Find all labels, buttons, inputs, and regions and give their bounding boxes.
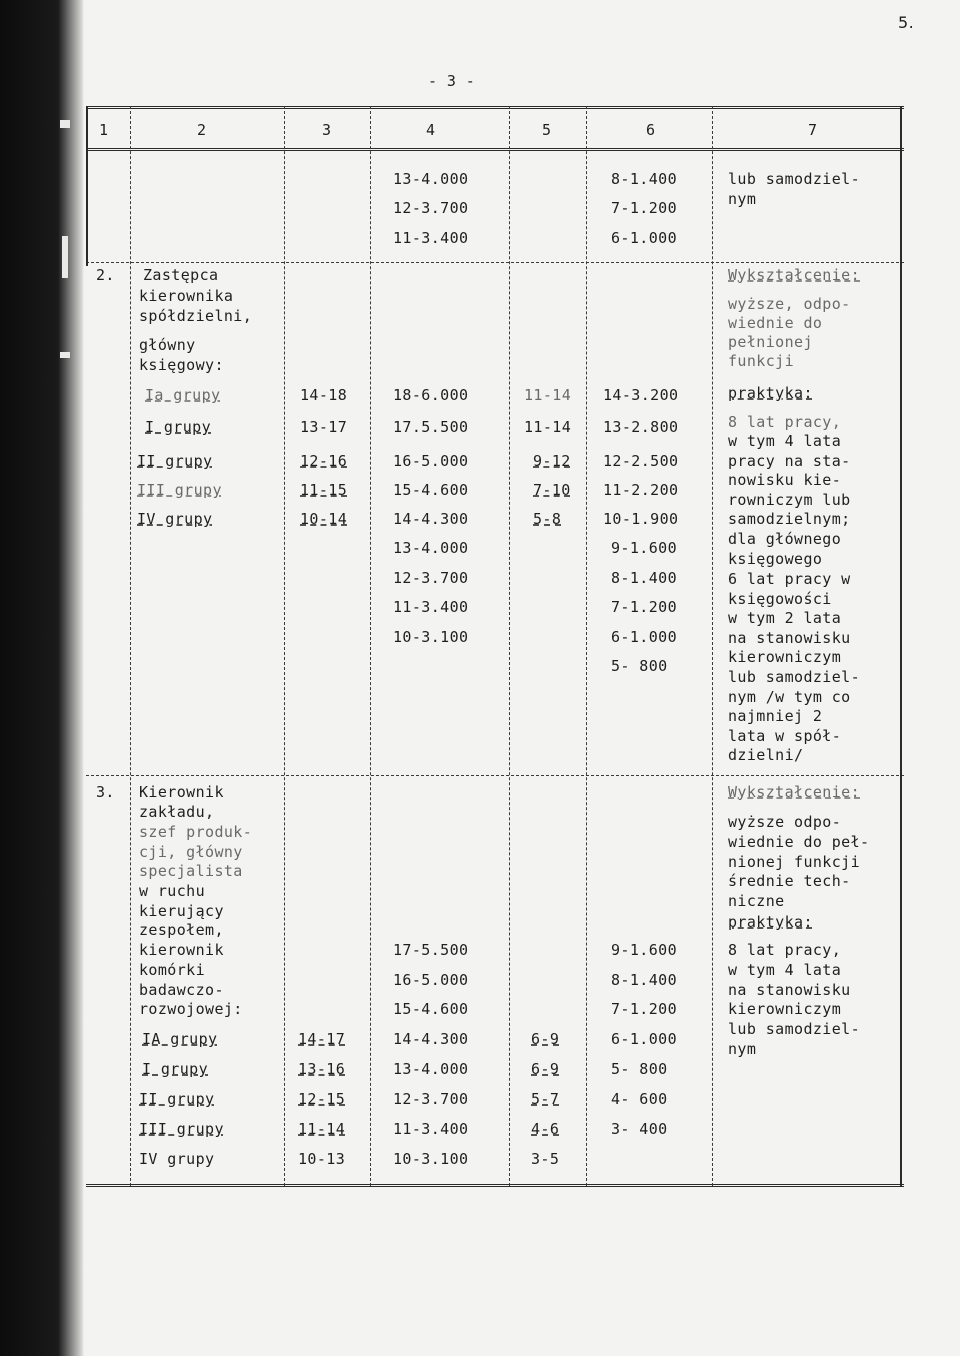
- position-title-line: kierujący: [139, 902, 224, 920]
- salary-value: 11-3.400: [393, 598, 469, 616]
- position-title-line: zakładu,: [139, 803, 215, 821]
- table-top-rule: [86, 106, 904, 109]
- column-header-7: 7: [808, 121, 818, 139]
- position-title-line: zespołem,: [139, 921, 224, 939]
- requirements-line: nym /w tym co: [728, 688, 851, 706]
- requirements-line: 8 lat pracy,: [728, 941, 842, 959]
- column-header-1: 1: [99, 121, 109, 139]
- group-label: IV grupy: [137, 510, 213, 528]
- requirements-line: w tym 2 lata: [728, 609, 842, 627]
- binding-mark: [62, 236, 68, 278]
- allowance-value: 12-2.500: [603, 452, 679, 470]
- category-range: 11-15: [300, 481, 348, 499]
- allowance-value: 5- 800: [611, 657, 668, 675]
- position-title-line: w ruchu: [139, 882, 206, 900]
- allowance-value: 6-1.000: [611, 628, 678, 646]
- salary-value: 16-5.000: [393, 971, 469, 989]
- allowance-value: 10-1.900: [603, 510, 679, 528]
- category-range: 14-17: [298, 1030, 346, 1048]
- position-title-line: główny: [139, 336, 196, 354]
- requirements-line: wiednie do peł-: [728, 833, 870, 851]
- salary-value: 13-4.000: [393, 1060, 469, 1078]
- header-rule: [86, 148, 904, 151]
- salary-value: 14-4.300: [393, 1030, 469, 1048]
- requirements-heading: Wykształcenie:: [728, 266, 861, 284]
- group-label: IA grupy: [142, 1030, 218, 1048]
- salary-value: 12-3.700: [393, 199, 469, 217]
- requirements-line: księgowego: [728, 550, 823, 568]
- salary-value: 17.5.500: [393, 418, 469, 436]
- column-rule: [284, 106, 285, 1186]
- column-header-4: 4: [426, 121, 436, 139]
- column-rule: [900, 106, 902, 1186]
- rate-range: 5-7: [531, 1090, 560, 1108]
- column-header-3: 3: [322, 121, 332, 139]
- position-title-line: Zastępca: [143, 266, 219, 284]
- position-title-line: rozwojowej:: [139, 1000, 243, 1018]
- allowance-value: 14-3.200: [603, 386, 679, 404]
- requirements-line: pracy na sta-: [728, 452, 851, 470]
- section-rule: [86, 775, 904, 776]
- position-title-line: kierownik: [139, 941, 224, 959]
- column-header-2: 2: [197, 121, 207, 139]
- requirements-line: kierowniczym: [728, 648, 842, 666]
- position-title-line: cji, główny: [139, 843, 243, 861]
- allowance-value: 3- 400: [611, 1120, 668, 1138]
- requirements-line: samodzielnym;: [728, 510, 851, 528]
- category-range: 14-18: [300, 386, 348, 404]
- group-label: IV grupy: [139, 1150, 215, 1168]
- requirements-line: lub samodziel-: [728, 668, 861, 686]
- requirements-line: w tym 4 lata: [728, 961, 842, 979]
- allowance-value: 8-1.400: [611, 971, 678, 989]
- category-range: 10-14: [300, 510, 348, 528]
- position-title-line: komórki: [139, 961, 206, 979]
- category-range: 12-16: [300, 452, 348, 470]
- column-header-6: 6: [646, 121, 656, 139]
- requirements-line: funkcji: [728, 352, 795, 370]
- rate-range: 5-8: [533, 510, 562, 528]
- page-number: 5.: [898, 13, 915, 32]
- salary-value: 16-5.000: [393, 452, 469, 470]
- position-title-line: szef produk-: [139, 823, 253, 841]
- binding-mark: [60, 352, 70, 358]
- position-title-line: badawczo-: [139, 981, 224, 999]
- requirements-line: lub samodziel-: [728, 170, 861, 188]
- binding-mark: [60, 120, 70, 128]
- requirements-line: nionej funkcji: [728, 853, 861, 871]
- requirements-line: niczne: [728, 892, 785, 910]
- salary-value: 11-3.400: [393, 1120, 469, 1138]
- salary-value: 17-5.500: [393, 941, 469, 959]
- allowance-value: 7-1.200: [611, 199, 678, 217]
- group-label: Ia grupy: [145, 386, 221, 404]
- category-range: 12-15: [298, 1090, 346, 1108]
- requirements-heading: praktyka:: [728, 913, 813, 931]
- position-title-line: kierownika: [139, 287, 234, 305]
- allowance-value: 6-1.000: [611, 229, 678, 247]
- requirements-line: wyższe, odpo-: [728, 295, 851, 313]
- requirements-line: w tym 4 lata: [728, 432, 842, 450]
- group-label: I grupy: [145, 418, 212, 436]
- rate-range: 3-5: [531, 1150, 560, 1168]
- table-bottom-rule: [86, 1184, 904, 1187]
- allowance-value: 7-1.200: [611, 598, 678, 616]
- sheet-number: - 3 -: [428, 72, 476, 90]
- allowance-value: 6-1.000: [611, 1030, 678, 1048]
- requirements-line: nym: [728, 1040, 757, 1058]
- category-range: 13-17: [300, 418, 348, 436]
- allowance-value: 9-1.600: [611, 539, 678, 557]
- binding-shadow: [0, 0, 84, 1356]
- column-rule: [712, 106, 713, 1186]
- group-label: II grupy: [137, 452, 213, 470]
- position-title-line: specjalista: [139, 862, 243, 880]
- salary-value: 13-4.000: [393, 539, 469, 557]
- requirements-line: wyższe odpo-: [728, 813, 842, 831]
- rate-range: 6-9: [531, 1030, 560, 1048]
- column-rule: [86, 106, 88, 266]
- requirements-line: dzielni/: [728, 746, 804, 764]
- salary-value: 10-3.100: [393, 628, 469, 646]
- requirements-line: lata w spół-: [728, 727, 842, 745]
- group-label: II grupy: [139, 1090, 215, 1108]
- salary-value: 15-4.600: [393, 1000, 469, 1018]
- position-title-line: spółdzielni,: [139, 307, 253, 325]
- requirements-line: księgowości: [728, 590, 832, 608]
- position-title-line: Kierownik: [139, 783, 224, 801]
- requirements-line: średnie tech-: [728, 872, 851, 890]
- allowance-value: 8-1.400: [611, 569, 678, 587]
- allowance-value: 9-1.600: [611, 941, 678, 959]
- allowance-value: 7-1.200: [611, 1000, 678, 1018]
- row-number: 2.: [96, 266, 115, 284]
- requirements-line: nym: [728, 190, 757, 208]
- requirements-heading: praktyka:: [728, 384, 813, 402]
- requirements-line: na stanowisku: [728, 981, 851, 999]
- requirements-line: 6 lat pracy w: [728, 570, 851, 588]
- section-rule: [86, 262, 904, 263]
- allowance-value: 8-1.400: [611, 170, 678, 188]
- allowance-value: 5- 800: [611, 1060, 668, 1078]
- rate-range: 11-14: [524, 418, 572, 436]
- row-number: 3.: [96, 783, 115, 801]
- requirements-line: dla głównego: [728, 530, 842, 548]
- column-rule: [586, 106, 587, 1186]
- column-header-5: 5: [542, 121, 552, 139]
- requirements-heading: Wykształcenie:: [728, 783, 861, 801]
- category-range: 13-16: [298, 1060, 346, 1078]
- salary-value: 13-4.000: [393, 170, 469, 188]
- rate-range: 6-9: [531, 1060, 560, 1078]
- requirements-line: kierowniczym: [728, 1000, 842, 1018]
- category-range: 11-14: [298, 1120, 346, 1138]
- category-range: 10-13: [298, 1150, 346, 1168]
- requirements-line: nowisku kie-: [728, 471, 842, 489]
- salary-value: 10-3.100: [393, 1150, 469, 1168]
- salary-value: 15-4.600: [393, 481, 469, 499]
- salary-value: 12-3.700: [393, 1090, 469, 1108]
- requirements-line: rowniczym lub: [728, 491, 851, 509]
- allowance-value: 11-2.200: [603, 481, 679, 499]
- column-rule: [370, 106, 371, 1186]
- group-label: III grupy: [137, 481, 222, 499]
- group-label: I grupy: [142, 1060, 209, 1078]
- requirements-line: na stanowisku: [728, 629, 851, 647]
- rate-range: 4-6: [531, 1120, 560, 1138]
- salary-value: 11-3.400: [393, 229, 469, 247]
- column-rule: [509, 106, 510, 1186]
- salary-value: 12-3.700: [393, 569, 469, 587]
- requirements-line: lub samodziel-: [728, 1020, 861, 1038]
- position-title-line: księgowy:: [139, 356, 224, 374]
- requirements-line: 8 lat pracy,: [728, 413, 842, 431]
- requirements-line: najmniej 2: [728, 707, 823, 725]
- allowance-value: 4- 600: [611, 1090, 668, 1108]
- salary-value: 18-6.000: [393, 386, 469, 404]
- allowance-value: 13-2.800: [603, 418, 679, 436]
- requirements-line: wiednie do: [728, 314, 823, 332]
- requirements-line: pełnionej: [728, 333, 813, 351]
- rate-range: 7-10: [533, 481, 571, 499]
- group-label: III grupy: [139, 1120, 224, 1138]
- rate-range: 9-12: [533, 452, 571, 470]
- rate-range: 11-14: [524, 386, 572, 404]
- salary-value: 14-4.300: [393, 510, 469, 528]
- column-rule: [130, 106, 131, 1186]
